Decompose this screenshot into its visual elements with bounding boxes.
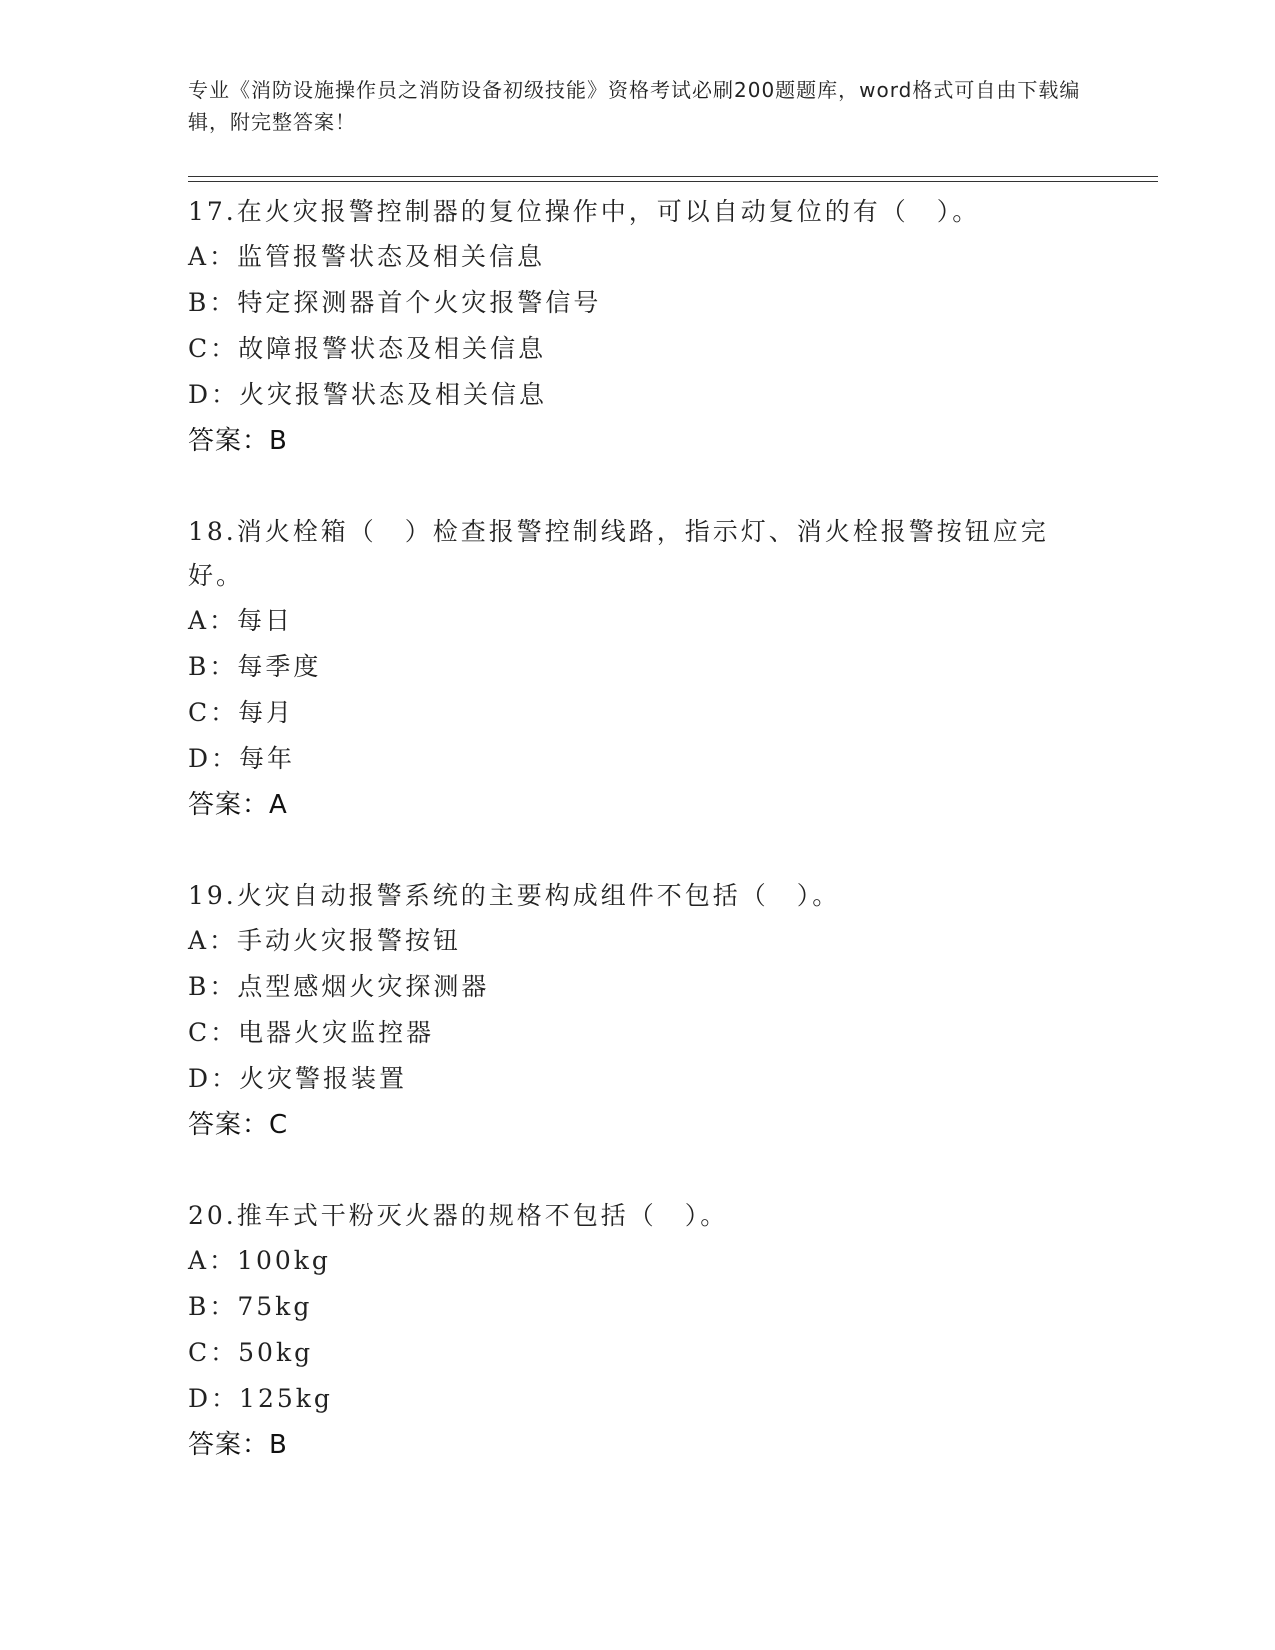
question-20 bbox=[188, 1194, 1088, 1468]
option-d: D：火灾警报装置 bbox=[188, 1064, 408, 1093]
question-stem: 17.在火灾报警控制器的复位操作中，可以自动复位的有（ ）。 bbox=[188, 197, 981, 226]
option-b: B：特定探测器首个火灾报警信号 bbox=[188, 288, 602, 317]
option-a: A：手动火灾报警按钮 bbox=[188, 926, 462, 955]
option-a: A：每日 bbox=[188, 606, 294, 635]
question-list bbox=[188, 190, 1088, 1514]
header-text: 专业《消防设施操作员之消防设备初级技能》资格考试必刷200题题库，word格式可自由下载编辑，附完整答案！ bbox=[188, 78, 1081, 134]
answer: 答案：B bbox=[188, 426, 288, 456]
question-18 bbox=[188, 510, 1088, 828]
header-divider-top bbox=[188, 176, 1158, 177]
option-a: A：100kg bbox=[188, 1246, 331, 1275]
question-stem: 19.火灾自动报警系统的主要构成组件不包括（ ）。 bbox=[188, 881, 841, 910]
answer: 答案：C bbox=[188, 1110, 289, 1140]
answer: 答案：A bbox=[188, 790, 288, 820]
option-c: C：故障报警状态及相关信息 bbox=[188, 334, 547, 363]
option-d: D：每年 bbox=[188, 744, 296, 773]
question-stem: 18.消火栓箱（ ）检查报警控制线路，指示灯、消火栓报警按钮应完好。 bbox=[188, 517, 1049, 590]
option-d: D：火灾报警状态及相关信息 bbox=[188, 380, 548, 409]
option-d: D：125kg bbox=[188, 1384, 333, 1413]
option-c: C：50kg bbox=[188, 1338, 314, 1367]
document-header bbox=[188, 74, 1088, 138]
header-divider-bottom bbox=[188, 181, 1158, 182]
option-c: C：每月 bbox=[188, 698, 295, 727]
option-a: A：监管报警状态及相关信息 bbox=[188, 242, 546, 271]
question-17 bbox=[188, 190, 1088, 464]
question-stem: 20.推车式干粉灭火器的规格不包括（ ）。 bbox=[188, 1201, 729, 1230]
question-19 bbox=[188, 874, 1088, 1148]
option-b: B：75kg bbox=[188, 1292, 313, 1321]
option-b: B：每季度 bbox=[188, 652, 322, 681]
answer: 答案：B bbox=[188, 1430, 288, 1460]
option-b: B：点型感烟火灾探测器 bbox=[188, 972, 490, 1001]
option-c: C：电器火灾监控器 bbox=[188, 1018, 435, 1047]
